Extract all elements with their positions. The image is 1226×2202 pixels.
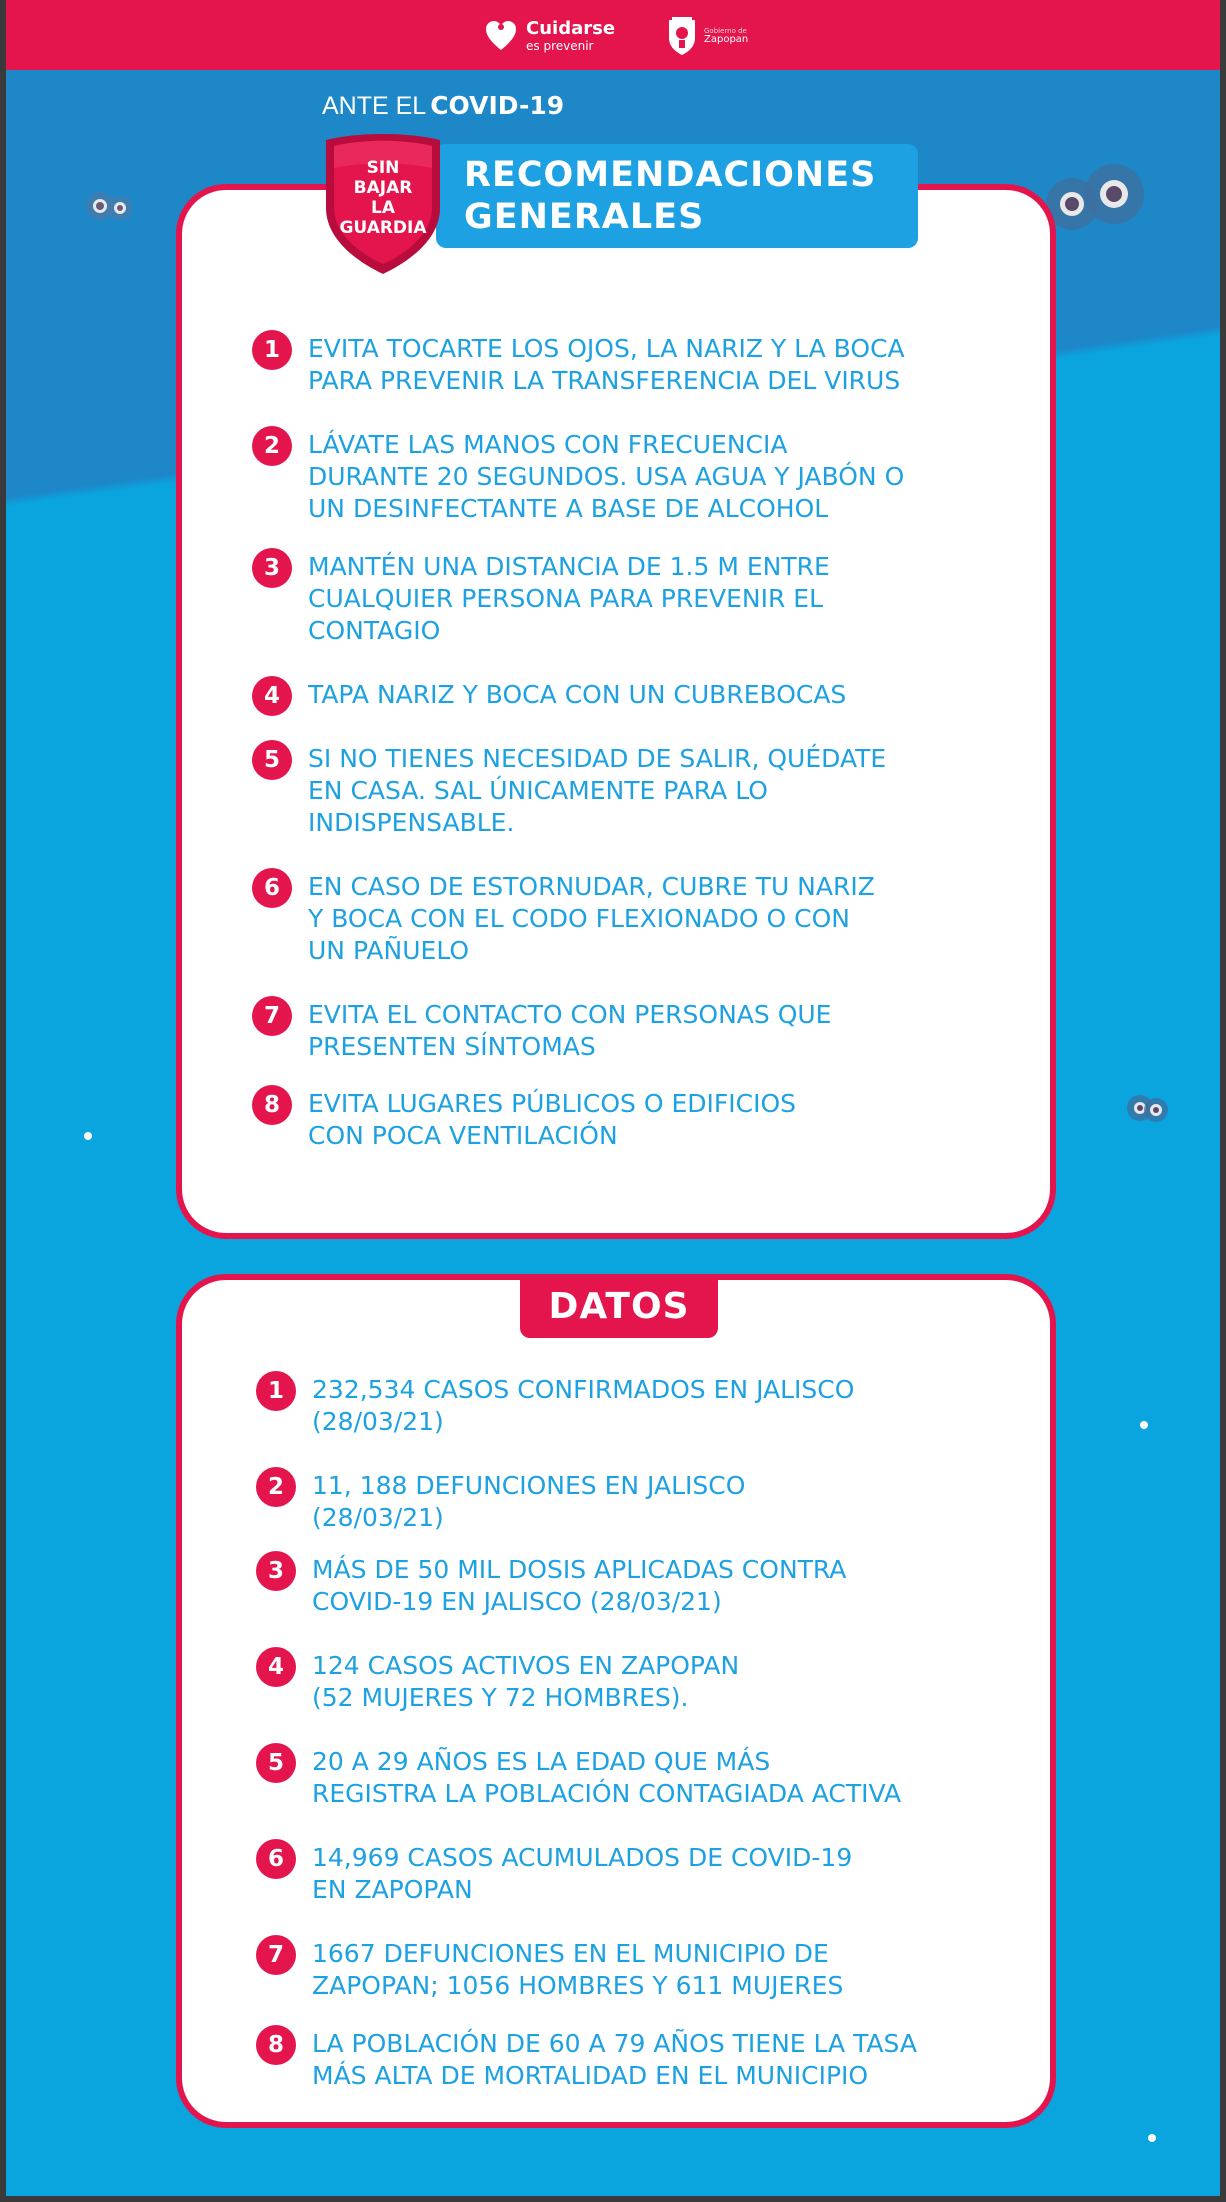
item-number: 3	[256, 1551, 296, 1591]
dot-decoration	[1140, 1421, 1148, 1429]
item-number: 7	[256, 1935, 296, 1975]
item-number: 8	[252, 1085, 292, 1125]
item-text: EN CASO DE ESTORNUDAR, CUBRE TU NARIZ Y BOCA CON EL CODO FLEXIONADO O CON UN PAÑUELO	[308, 872, 875, 965]
item-number: 2	[252, 426, 292, 466]
item-number: 1	[256, 1371, 296, 1411]
badge-line4: GUARDIA	[339, 218, 427, 238]
dot-decoration	[84, 1132, 92, 1140]
item-text: TAPA NARIZ Y BOCA CON UN CUBREBOCAS	[308, 680, 847, 709]
item-text: SI NO TIENES NECESIDAD DE SALIR, QUÉDATE EN CASA. SAL ÚNICAMENTE PARA LO INDISPENSABLE.	[308, 744, 887, 837]
badge-line3: LA	[371, 198, 395, 218]
datos-title: DATOS	[548, 1286, 690, 1327]
city-name: Zapopan	[704, 33, 749, 45]
dot-decoration	[1148, 2134, 1156, 2142]
badge-line1: SIN	[366, 158, 400, 178]
zapopan-logo	[666, 14, 748, 58]
recomendacion-item	[252, 333, 905, 397]
item-text: 14,969 CASOS ACUMULADOS DE COVID-19 EN ZAPOPAN	[312, 1843, 853, 1904]
dato-item	[256, 1470, 745, 1534]
item-number: 5	[252, 740, 292, 780]
item-number: 8	[256, 2025, 296, 2065]
item-number: 5	[256, 1743, 296, 1783]
dato-item	[256, 1938, 843, 2002]
dato-item	[256, 1650, 739, 1714]
recomendacion-item	[252, 743, 886, 839]
item-text: LÁVATE LAS MANOS CON FRECUENCIA DURANTE 20 SEGUNDOS. USA AGUA Y JABÓN O UN DESINFECTANTE A BASE DE ALCOHOL	[308, 430, 905, 523]
item-text: 124 CASOS ACTIVOS EN ZAPOPAN (52 MUJERES Y 72 HOMBRES).	[312, 1651, 740, 1712]
item-text: 232,534 CASOS CONFIRMADOS EN JALISCO (28/03/21)	[312, 1375, 855, 1436]
item-text: EVITA EL CONTACTO CON PERSONAS QUE PRESENTEN SÍNTOMAS	[308, 1000, 832, 1061]
intro-ante: ANTE EL	[322, 92, 427, 120]
badge-text	[318, 158, 448, 238]
intro-heading	[322, 91, 564, 121]
item-number: 1	[252, 330, 292, 370]
item-number: 2	[256, 1467, 296, 1507]
item-number: 4	[252, 676, 292, 716]
item-number: 4	[256, 1647, 296, 1687]
badge-line2: BAJAR	[353, 178, 413, 198]
recomendacion-item	[252, 679, 846, 716]
dato-item	[256, 1746, 901, 1810]
item-text: MANTÉN UNA DISTANCIA DE 1.5 M ENTRE CUALQUIER PERSONA PARA PREVENIR EL CONTAGIO	[308, 552, 830, 645]
intro-covid: COVID-19	[430, 91, 565, 120]
recomendacion-item	[252, 871, 875, 967]
recomendaciones-title-line1: RECOMENDACIONES	[464, 155, 877, 195]
heart-icon	[484, 19, 518, 53]
item-number: 3	[252, 548, 292, 588]
item-text: 1667 DEFUNCIONES EN EL MUNICIPIO DE ZAPOPAN; 1056 HOMBRES Y 611 MUJERES	[312, 1939, 844, 2000]
item-text: EVITA LUGARES PÚBLICOS O EDIFICIOS CON POCA VENTILACIÓN	[308, 1089, 797, 1150]
infographic-page	[6, 0, 1220, 2196]
item-text: 20 A 29 AÑOS ES LA EDAD QUE MÁS REGISTRA LA POBLACIÓN CONTAGIADA ACTIVA	[312, 1747, 902, 1808]
recomendacion-item	[252, 1088, 796, 1152]
city-small-label: Gobierno de	[704, 26, 747, 35]
virus-decoration-top-right	[1042, 158, 1152, 242]
virus-decoration-mid-right	[1122, 1088, 1172, 1132]
dato-item	[256, 1554, 846, 1618]
recomendacion-item	[252, 551, 830, 647]
dato-item	[256, 1842, 852, 1906]
dato-item	[256, 1374, 854, 1438]
recomendacion-item	[252, 999, 831, 1063]
item-text: EVITA TOCARTE LOS OJOS, LA NARIZ Y LA BOCA PARA PREVENIR LA TRANSFERENCIA DEL VIRUS	[308, 334, 905, 395]
virus-decoration-left	[80, 186, 140, 230]
item-text: MÁS DE 50 MIL DOSIS APLICADAS CONTRA COVID-19 EN JALISCO (28/03/21)	[312, 1555, 847, 1616]
item-number: 7	[252, 996, 292, 1036]
city-seal-icon	[666, 16, 698, 56]
brand-name: Cuidarse	[526, 18, 616, 39]
recomendacion-item	[252, 429, 904, 525]
item-text: 11, 188 DEFUNCIONES EN JALISCO (28/03/21)	[312, 1471, 746, 1532]
item-number: 6	[256, 1839, 296, 1879]
recomendaciones-title-line2: GENERALES	[464, 197, 705, 237]
dato-item	[256, 2028, 917, 2092]
item-number: 6	[252, 868, 292, 908]
item-text: LA POBLACIÓN DE 60 A 79 AÑOS TIENE LA TASA MÁS ALTA DE MORTALIDAD EN EL MUNICIPIO	[312, 2029, 917, 2090]
cuidarse-logo	[484, 14, 615, 58]
brand-tagline: es prevenir	[526, 39, 594, 53]
